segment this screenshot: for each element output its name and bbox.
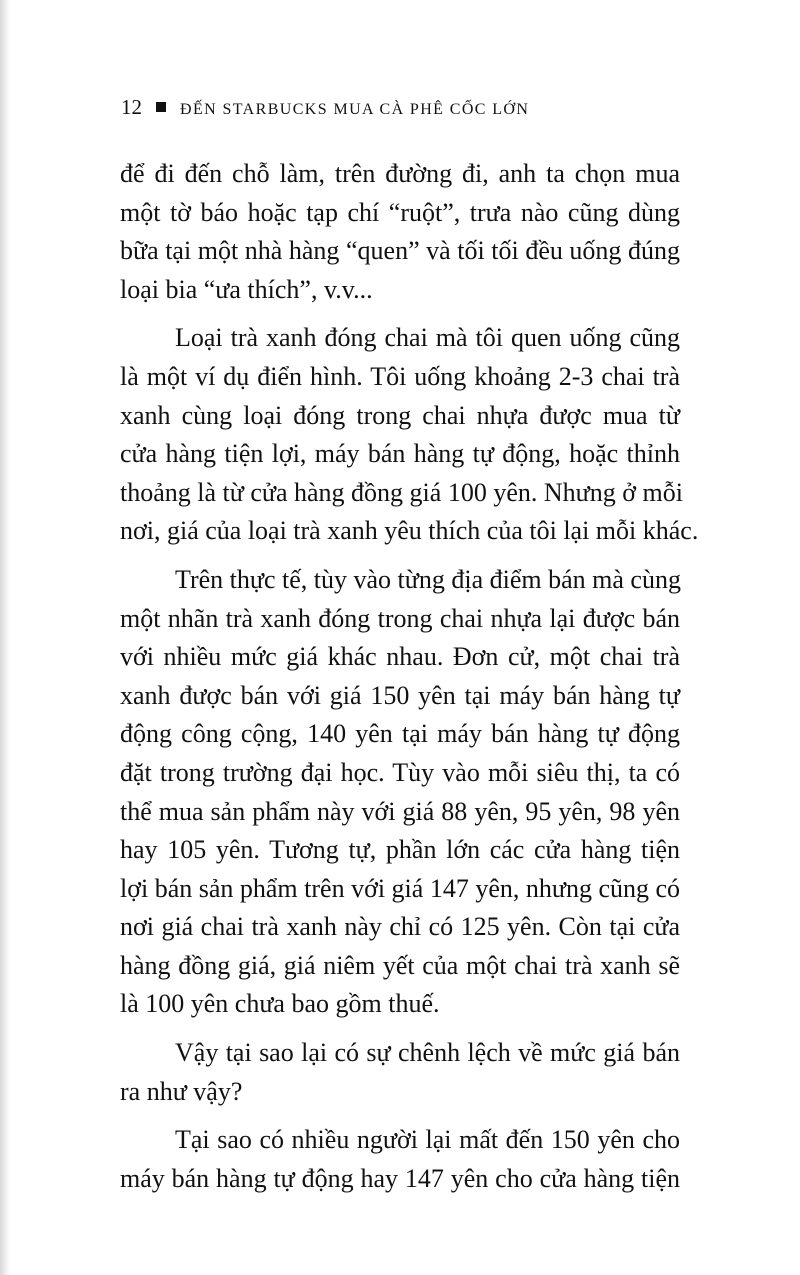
running-header (121, 95, 529, 122)
text-line: ra như vậy? (120, 1076, 243, 1106)
text-line: một nhãn trà xanh đóng trong chai nhựa lại được bán (120, 603, 680, 633)
page-gutter-shadow (0, 0, 10, 1275)
text-line: xanh cùng loại đóng trong chai nhựa được mua từ (120, 400, 680, 430)
text-line: là một ví dụ điển hình. Tôi uống khoảng 2-3 chai trà (120, 361, 680, 391)
text-line: lợi bán sản phẩm trên với giá 147 yên, nhưng cũng có (120, 873, 681, 903)
paragraph (120, 155, 680, 309)
book-title: ĐẾN STARBUCKS MUA CÀ PHÊ CỐC LỚN (180, 101, 530, 118)
paragraph (120, 1121, 680, 1198)
paragraph (120, 1034, 680, 1111)
text-line: để đi đến chỗ làm, trên đường đi, anh ta chọn mua (120, 159, 680, 188)
text-line: xanh được bán với giá 150 yên tại máy bán hàng tự (120, 680, 680, 710)
text-line: nơi giá chai trà xanh này chỉ có 125 yên. Còn tại cửa (120, 912, 680, 942)
paragraph (120, 319, 699, 551)
text-line: nơi, giá của loại trà xanh yêu thích của tôi lại mỗi khác. (120, 516, 699, 546)
text-line: Vậy tại sao lại có sự chênh lệch về mức giá bán (175, 1038, 680, 1068)
text-line: bữa tại một nhà hàng “quen” và tối tối đều uống đúng (120, 236, 680, 266)
text-line: Loại trà xanh đóng chai mà tôi quen uống cũng (175, 323, 680, 353)
text-line: thể mua sản phẩm này với giá 88 yên, 95 yên, 98 yên (120, 796, 680, 826)
square-bullet-icon (156, 102, 166, 112)
body-text (120, 155, 699, 1208)
page-number: 12 (121, 95, 142, 119)
text-line: hay 105 yên. Tương tự, phần lớn các cửa hàng tiện (120, 835, 680, 865)
text-line: với nhiều mức giá khác nhau. Đơn cử, một chai trà (120, 642, 680, 672)
text-line: một tờ báo hoặc tạp chí “ruột”, trưa nào cũng dùng (120, 197, 680, 227)
text-line: loại bia “ưa thích”, v.v... (120, 274, 373, 304)
text-line: Trên thực tế, tùy vào từng địa điểm bán mà cùng (175, 564, 681, 594)
text-line: thoảng là từ cửa hàng đồng giá 100 yên. Nhưng ở mỗi (120, 477, 683, 507)
text-line: là 100 yên chưa bao gồm thuế. (120, 989, 440, 1019)
text-line: đặt trong trường đại học. Tùy vào mỗi siêu thị, ta có (120, 757, 680, 787)
text-line: cửa hàng tiện lợi, máy bán hàng tự động, hoặc thỉnh (120, 439, 680, 469)
text-line: động công cộng, 140 yên tại máy bán hàng tự động (120, 719, 680, 749)
text-line: máy bán hàng tự động hay 147 yên cho cửa hàng tiện (120, 1163, 680, 1193)
text-line: Tại sao có nhiều người lại mất đến 150 yên cho (175, 1125, 680, 1155)
paragraph (120, 561, 680, 1024)
text-line: hàng đồng giá, giá niêm yết của một chai trà xanh sẽ (120, 950, 680, 980)
